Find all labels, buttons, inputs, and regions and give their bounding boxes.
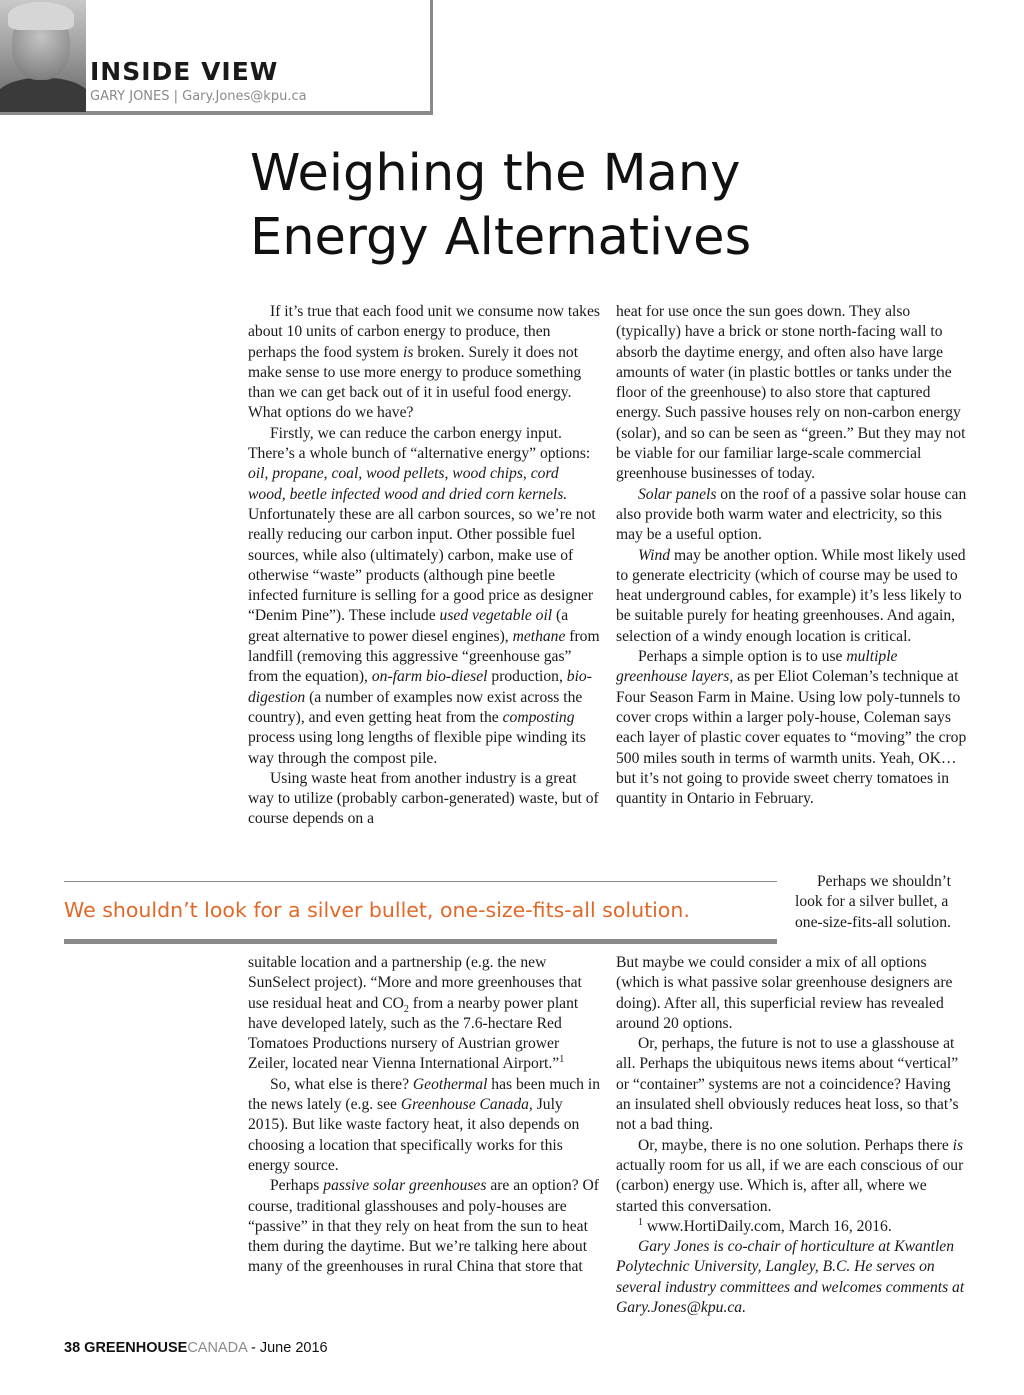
headline-line-1: Weighing the Many (250, 144, 741, 203)
paragraph: Perhaps we shouldn’t look for a silver bullet, a one-size-fits-all solution. (795, 873, 951, 931)
issue-date: - June 2016 (250, 1340, 328, 1356)
paragraph: Firstly, we can reduce the carbon energy input. There’s a whole bunch of “alternative energy” options: oil, propane, coal, wood pellets, wood chips, cord wood, beetle infected wood and dried corn kernels. Unfortunately these are all carbon sources, so we’re not really reducing our carbon input. Other possible fuel sources, while also (ultimately) carbon, make use of otherwise “waste” products (although pine beetle infected furniture is selling for a good price as designer “Denim Pine”). These include used vegetable oil (a great alternative to power diesel engines), methane from landfill (removing this aggressive “greenhouse gas” from the equation), on-farm bio-diesel production, bio-digestion (a number of examples now exist across the country), and even getting heat from the composting process using long lengths of flexible pipe winding its way through the compost pile. (248, 424, 600, 767)
paragraph: But maybe we could consider a mix of all options (which is what passive solar greenhouse designers are doing). After all, this superficial review has revealed around 20 options. (616, 954, 953, 1032)
author-bio: Gary Jones is co-chair of horticulture at Kwantlen Polytechnic University, Langley, B.C. He serves on several industry committees and welcomes comments at Gary.Jones@kpu.ca. (616, 1238, 965, 1317)
author-photo (0, 0, 86, 112)
paragraph: Wind may be another option. While most likely used to generate electricity (which of course may be used to heat underground cables, for example) it’s less likely to be suitable purely for heating greenhouses. And again, selection of a windy enough location is critical. (616, 546, 966, 645)
column-1-top (248, 302, 600, 830)
pull-quote-rule-bottom (64, 939, 777, 944)
paragraph: Perhaps passive solar greenhouses are an option? Of course, traditional glasshouses and poly-houses are “passive” in that they rely on heat from the sun to heat them during the daytime. But we’re talking here about many of the greenhouses in rural China that store that (248, 1177, 599, 1276)
author-byline: GARY JONES | Gary.Jones@kpu.ca (90, 89, 307, 104)
column-1-bottom (248, 953, 600, 1278)
column-2-wrap (795, 872, 965, 933)
paragraph: Perhaps a simple option is to use multiple greenhouse layers, as per Eliot Coleman’s technique at Four Season Farm in Maine. Using low poly-tunnels to cover crops within a larger poly-house, Coleman says each layer of plastic cover equates to “moving” the crop 500 miles south in terms of warmth units. Yeah, OK…but it’s not going to provide sweet cherry tomatoes in quantity in Ontario in February. (616, 648, 967, 808)
paragraph: suitable location and a partnership (e.g. the new SunSelect project). “More and more greenhouses that use residual heat and $CO_2$ from a nearby power plant have developed lately, such as the 7.6-hectare Red Tomatoes Productions nursery of Austrian grower Zeiler, located near Vienna International Airport.”$^1$ (248, 954, 582, 1073)
column-title: INSIDE VIEW (90, 57, 279, 86)
paragraph: Using waste heat from another industry is a great way to utilize (probably carbon-generated) waste, but of course depends on a (248, 769, 599, 828)
headline-line-2: Energy Alternatives (250, 208, 752, 267)
magazine-name-2: CANADA (187, 1340, 247, 1356)
footnote: $^1$ www.HortiDaily.com, March 16, 2016. (638, 1216, 892, 1235)
magazine-name: GREENHOUSE (84, 1340, 188, 1356)
page-footer (64, 1340, 328, 1356)
paragraph: So, what else is there? Geothermal has been much in the news lately (e.g. see Greenhouse Canada, July 2015). But like waste factory heat, it also depends on choosing a location that specifically works for this energy source. (248, 1075, 600, 1174)
column-header (0, 0, 433, 115)
pull-quote-rule-top (64, 881, 777, 882)
column-2-top (616, 302, 968, 809)
pull-quote: We shouldn’t look for a silver bullet, one-size-fits-all solution. (64, 898, 690, 922)
article-headline (250, 142, 950, 270)
paragraph: heat for use once the sun goes down. They also (typically) have a brick or stone north-facing wall to absorb the daytime energy, and often also have large amounts of water (in plastic bottles or tanks under the floor of the greenhouse) to also store that captured energy. Such passive houses rely on non-carbon energy (solar), and so can be seen as “green.” But they may not be viable for our familiar large-scale commercial greenhouse businesses of today. (616, 303, 966, 483)
paragraph: Solar panels on the roof of a passive solar house can also provide both warm water and electricity, so this may be a useful option. (616, 485, 967, 544)
paragraph: Or, perhaps, the future is not to use a glasshouse at all. Perhaps the ubiquitous news items about “vertical” or “container” systems are not a coincidence? Having an insulated shell obviously reduces heat loss, so that’s not a bad thing. (616, 1035, 959, 1134)
paragraph: If it’s true that each food unit we consume now takes about 10 units of carbon energy to produce, then perhaps the food system is broken. Surely it does not make sense to use more energy to produce something than we can get back out of it in useful food energy. What options do we have? (248, 303, 600, 422)
paragraph: Or, maybe, there is no one solution. Perhaps there is actually room for us all, if we are each conscious of our (carbon) energy use. Which is, after all, where we started this conversation. (616, 1136, 964, 1215)
page-number: 38 (64, 1340, 81, 1356)
column-2-bottom (616, 953, 968, 1318)
